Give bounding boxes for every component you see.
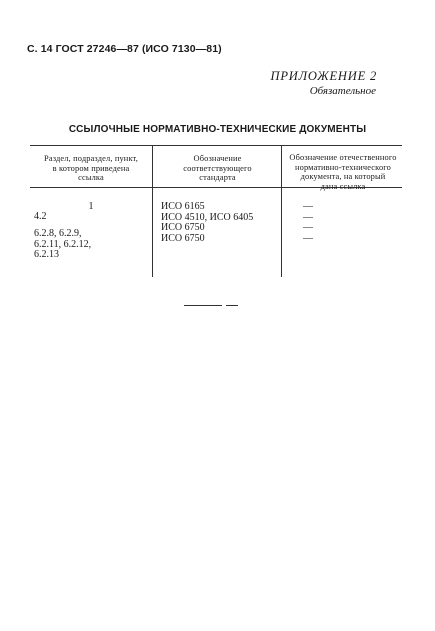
standard-value: ИСО 4510, ИСО 6405 — [161, 211, 254, 223]
header-section-line: Раздел, подраздел, пункт, — [44, 154, 138, 163]
section-cell — [30, 229, 152, 261]
header-national-line: документа, на который — [300, 172, 386, 181]
page-header: С. 14 ГОСТ 27246—87 (ИСО 7130—81) — [27, 43, 222, 55]
appendix-title: ПРИЛОЖЕНИЕ 2 — [270, 69, 377, 83]
header-standard-line: соответствующего — [183, 163, 252, 173]
end-rule — [184, 305, 222, 306]
header-section-line: в котором приведена — [52, 163, 130, 173]
header-national-line: дана ссылка — [320, 181, 366, 191]
national-value: — — [303, 232, 313, 244]
header-section — [30, 154, 152, 183]
header-national-line: Обозначение отечественного — [289, 153, 397, 162]
section-cell — [30, 202, 152, 213]
national-value: — — [303, 201, 313, 212]
header-standard-line: Обозначение — [193, 154, 242, 163]
standard-value: ИСО 6165 — [161, 201, 205, 212]
document-title: ССЫЛОЧНЫЕ НОРМАТИВНО-ТЕХНИЧЕСКИЕ ДОКУМЕНТЫ — [68, 124, 367, 135]
appendix-status: Обязательное — [309, 85, 376, 97]
standard-value: ИСО 6750 — [161, 222, 205, 233]
header-national-document — [282, 153, 404, 191]
section-cell — [30, 212, 152, 223]
header-standard-line: стандарта — [199, 173, 236, 182]
section-value: 6.2.11, 6.2.12, — [34, 238, 92, 250]
header-standard — [153, 154, 282, 183]
national-value: — — [303, 211, 313, 223]
national-value: — — [303, 222, 313, 233]
header-national-line: нормативно-технического — [295, 162, 391, 172]
end-rule-tail — [226, 305, 238, 306]
national-cell — [300, 202, 316, 244]
table-top-rule — [30, 145, 402, 146]
section-value: 6.2.13 — [34, 249, 59, 260]
section-value: 4.2 — [34, 211, 47, 222]
section-value: 1 — [88, 201, 94, 212]
reference-table — [30, 145, 402, 277]
standard-value: ИСО 6750 — [161, 232, 205, 244]
section-value: 6.2.8, 6.2.9, — [34, 228, 82, 239]
header-section-line: ссылка — [78, 173, 104, 182]
standard-cell — [161, 202, 253, 244]
